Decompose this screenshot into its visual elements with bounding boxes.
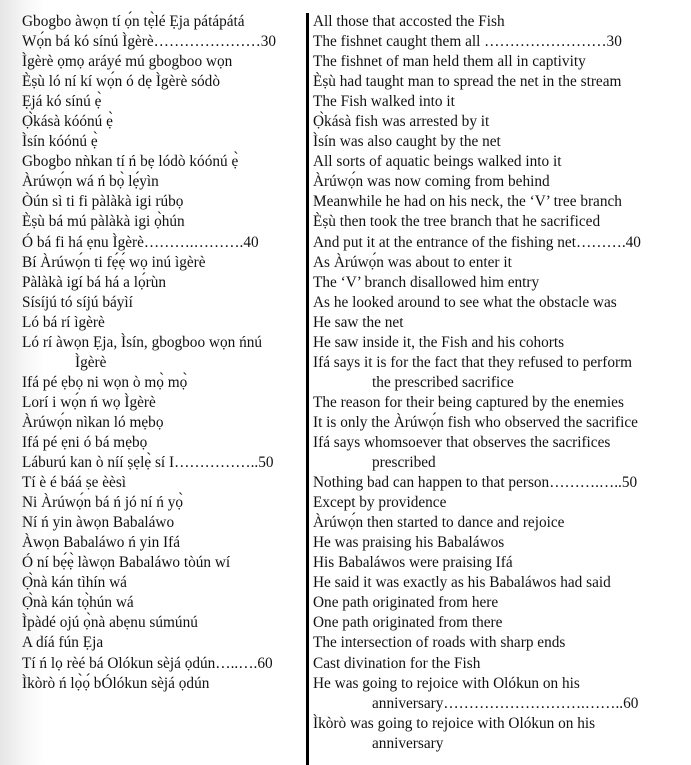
- verse-line-continuation: Ìgèrè: [75, 353, 107, 371]
- verse-line: Tí è é báá ṣe èèsì: [22, 474, 127, 492]
- verse-line: Ọ̀kásà fish was arrested by it: [313, 113, 490, 131]
- verse-line: Except by providence: [313, 494, 447, 512]
- verse-line: The fishnet of man held them all in captivity: [313, 53, 586, 71]
- verse-line: Ifá pé ẹbọ ni wọn ò mọ̀ mọ̀: [22, 373, 188, 391]
- verse-line: He was going to rejoice with Olókun on his: [313, 674, 580, 692]
- verse-line-continuation: prescribed: [372, 454, 436, 472]
- verse-line: The fishnet caught them all ……………………30: [313, 33, 622, 51]
- verse-line: Ọ̀kásà kóónú ẹ̀: [22, 113, 113, 131]
- verse-line: Èṣù bá mú pàlàkà igi ọ̀hún: [22, 213, 185, 231]
- verse-line: The ‘V’ branch disallowed him entry: [313, 273, 540, 291]
- verse-line: Ọ̀nà kán tìhín wá: [22, 574, 127, 592]
- verse-line: Ìkòrò was going to rejoice with Olókun on his: [313, 714, 596, 732]
- verse-line: The reason for their being captured by the enemies: [313, 393, 624, 411]
- verse-line: The Fish walked into it: [313, 93, 455, 111]
- verse-line: Àrúwọ́n wá ń bọ̀ lẹ́yìn: [22, 173, 159, 191]
- verse-line: One path originated from there: [313, 614, 503, 632]
- verse-line: Ìgèrè ọmọ aráyé mú gbogboo wọn: [22, 53, 233, 71]
- verse-line: Ní ń yin àwọn Babaláwo: [22, 514, 175, 532]
- verse-line: Meanwhile he had on his neck, the ‘V’ tree branch: [313, 193, 622, 211]
- verse-line: Ló rí àwọn Ẹja, Ìsín, gbogboo wọn ńnú: [22, 333, 263, 351]
- verse-line: Ó bá fi há ẹnu Ìgèrè……….……….40: [22, 233, 259, 251]
- verse-line: Ìsín was also caught by the net: [313, 133, 501, 151]
- verse-line: His Babaláwos were praising Ifá: [313, 554, 513, 572]
- english-translation-column: [313, 12, 688, 754]
- verse-line: Nothing bad can happen to that person……….…..50: [313, 474, 638, 492]
- verse-line: A díá fún Ẹja: [22, 634, 104, 652]
- verse-line: Ọ̀nà kán tọ̀hún wá: [22, 594, 134, 612]
- verse-line: Ìkòrò ń lọ̀ọ́ bÓlókun sèjá ọdún: [22, 674, 210, 692]
- verse-line: Ẹjá kó sínú ẹ̀: [22, 93, 102, 111]
- verse-line: It is only the Àrúwọ́n fish who observed the sacrifice: [313, 413, 638, 431]
- verse-line: Àrúwọ́n then started to dance and rejoice: [313, 514, 565, 532]
- verse-line: Àwọn Babaláwo ń yin Ifá: [22, 534, 181, 552]
- verse-line: Gbogbo nǹkan tí ń bẹ lódò kóónú ẹ̀: [22, 153, 239, 171]
- verse-line: He saw the net: [313, 313, 404, 331]
- verse-line: As he looked around to see what the obstacle was: [313, 293, 617, 311]
- verse-line: Ifá pé ẹni ó bá mẹbọ: [22, 433, 148, 451]
- verse-line: All those that accosted the Fish: [313, 13, 505, 30]
- verse-line: Ló bá rí ìgèrè: [22, 313, 105, 331]
- verse-line: Láburú kan ò níí ṣẹlẹ̀ sí I……………..50: [22, 454, 274, 472]
- verse-line: And put it at the entrance of the fishing net……….40: [313, 233, 641, 251]
- verse-line: He said it was exactly as his Babaláwos had said: [313, 574, 611, 592]
- verse-line: Cast divination for the Fish: [313, 654, 481, 672]
- verse-line: Bí Àrúwọ́n ti fẹ́ẹ́ wọ inú ìgèrè: [22, 253, 206, 271]
- verse-line-continuation: anniversary……………………….……..60: [372, 694, 639, 712]
- verse-line: All sorts of aquatic beings walked into it: [313, 153, 562, 171]
- verse-line: Ìsín kóónú ẹ̀: [22, 133, 98, 151]
- verse-line: Ifá says it is for the fact that they refused to perform: [313, 353, 632, 371]
- yoruba-text-column: [22, 12, 302, 694]
- verse-line: Èṣù had taught man to spread the net in the stream: [313, 73, 622, 91]
- verse-line: Wọ́n bá kó sínú Ìgèrè…………………30: [22, 33, 277, 51]
- verse-line: He was praising his Babaláwos: [313, 534, 505, 552]
- verse-line: One path originated from here: [313, 594, 499, 612]
- verse-line: Sísíjú tó síjú báyìí: [22, 293, 133, 311]
- verse-line: Èṣù then took the tree branch that he sacrificed: [313, 213, 601, 231]
- verse-line: Gbogbo àwọn tí ọ́n tẹ̀lé Ẹja pátápátá: [22, 13, 245, 30]
- verse-line: Tí ń lọ rèé bá Olókun sèjá ọdún…..….60: [22, 654, 273, 672]
- verse-line: Pàlàkà igí bá há a lọ́rùn: [22, 273, 166, 291]
- verse-line: Òún sì ti fi pàlàkà igi rúbọ: [22, 193, 184, 211]
- verse-line: Ó ní bẹ́ẹ̀ làwọn Babaláwo tòún wí: [22, 554, 231, 572]
- verse-line-continuation: the prescribed sacrifice: [372, 373, 514, 391]
- verse-line: Lorí i wọ́n ń wọ Ìgèrè: [22, 393, 156, 411]
- verse-line: Àrúwọ́n nìkan ló mẹbọ: [22, 413, 164, 431]
- verse-line: Ni Àrúwọ́n bá ń jó ní ń yọ̀: [22, 494, 184, 512]
- verse-line: Ifá says whomsoever that observes the sacrifices: [313, 433, 611, 451]
- verse-line: The intersection of roads with sharp ends: [313, 634, 566, 652]
- column-divider: [306, 13, 309, 765]
- verse-line: As Àrúwọ́n was about to enter it: [313, 253, 512, 271]
- verse-line: Àrúwọ́n was now coming from behind: [313, 173, 550, 191]
- verse-line: Ìpàdé ojú ọ̀nà abẹnu súmúnú: [22, 614, 198, 632]
- verse-line: He saw inside it, the Fish and his cohorts: [313, 333, 565, 351]
- verse-line: Èṣù ló ní kí wọ́n ó dẹ Ìgèrè sódò: [22, 73, 220, 91]
- verse-line-continuation: anniversary: [372, 734, 444, 752]
